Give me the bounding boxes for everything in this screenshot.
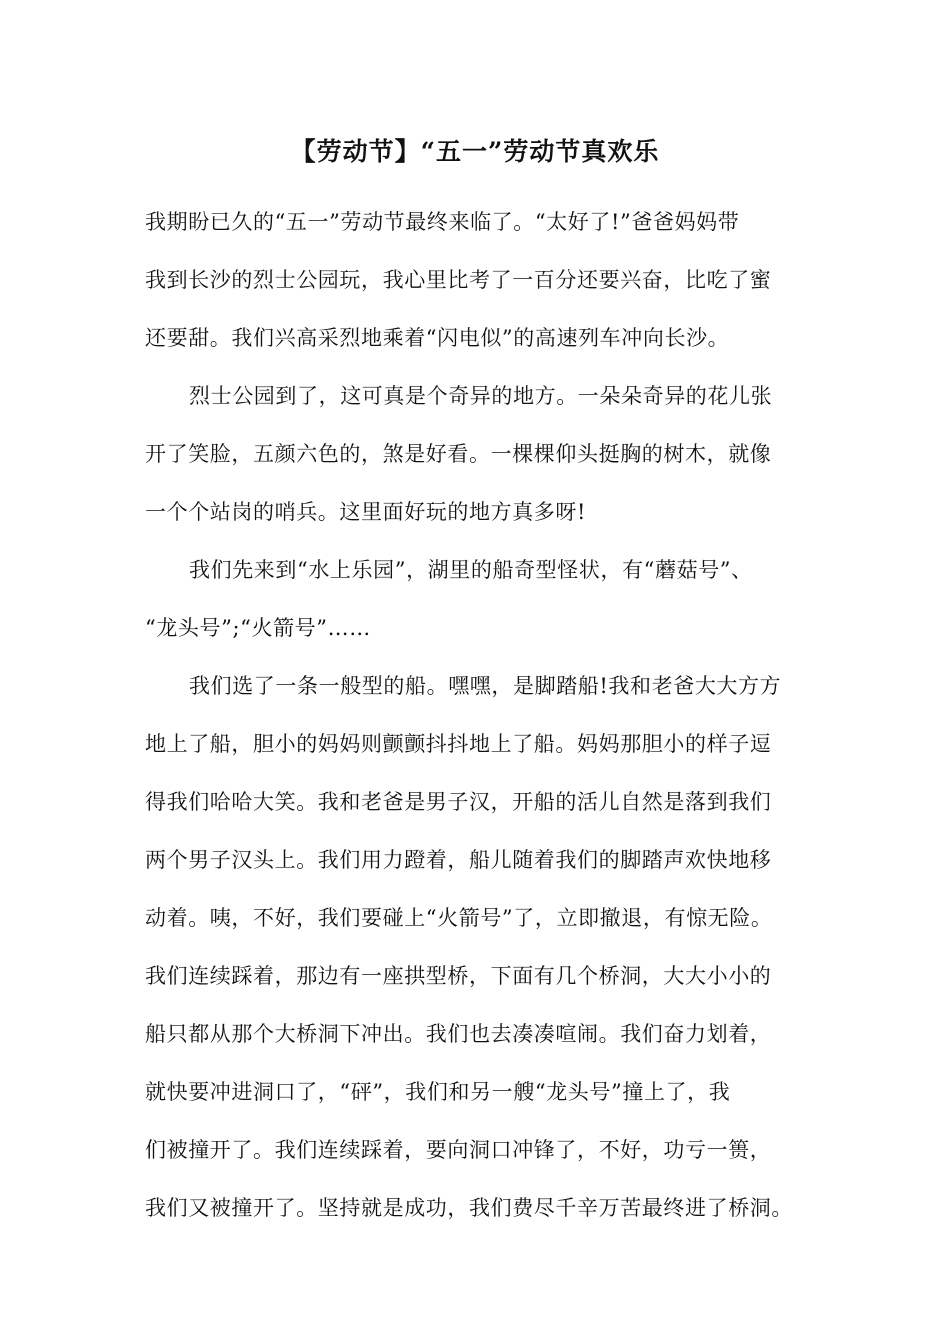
- text-line: “龙头号”;“火箭号”……: [145, 616, 371, 640]
- text-line: 还要甜。我们兴高采烈地乘着“闪电似”的高速列车冲向长沙。: [145, 326, 730, 350]
- text-line: 就快要冲进洞口了，“砰”，我们和另一艘“龙头号”撞上了，我: [145, 1080, 731, 1104]
- text-line: 一个个站岗的哨兵。这里面好玩的地方真多呀!: [145, 500, 587, 524]
- document-body: [145, 200, 835, 1244]
- text-line: 们被撞开了。我们连续踩着，要向洞口冲锋了，不好，功亏一篑，: [145, 1138, 772, 1162]
- text-line: 船只都从那个大桥洞下冲出。我们也去凑凑喧闹。我们奋力划着，: [145, 1022, 772, 1046]
- document-title: 【劳动节】“五一”劳动节真欢乐: [290, 137, 660, 166]
- paragraph-start-line: 我们先来到“水上乐园”，湖里的船奇型怪状，有“蘑菇号”、: [189, 558, 753, 582]
- text-line: 我们连续踩着，那边有一座拱型桥，下面有几个桥洞，大大小小的: [145, 964, 772, 988]
- text-line: 地上了船，胆小的妈妈则颤颤抖抖地上了船。妈妈那胆小的样子逗: [145, 732, 772, 756]
- text-line: 两个男子汉头上。我们用力蹬着，船儿随着我们的脚踏声欢快地移: [145, 848, 772, 872]
- text-line: 得我们哈哈大笑。我和老爸是男子汉，开船的活儿自然是落到我们: [145, 790, 772, 814]
- text-line: 我期盼已久的“五一”劳动节最终来临了。“太好了!”爸爸妈妈带: [145, 210, 740, 234]
- text-line: 我们又被撞开了。坚持就是成功，我们费尽千辛万苦最终进了桥洞。: [145, 1196, 793, 1220]
- text-line: 我到长沙的烈士公园玩，我心里比考了一百分还要兴奋，比吃了蜜: [145, 268, 772, 292]
- paragraph-start-line: 我们选了一条一般型的船。嘿嘿，是脚踏船!我和老爸大大方方: [189, 674, 782, 698]
- text-line: 动着。咦，不好，我们要碰上“火箭号”了，立即撤退，有惊无险。: [145, 906, 773, 930]
- text-line: 开了笑脸，五颜六色的，煞是好看。一棵棵仰头挺胸的树木，就像: [145, 442, 772, 466]
- paragraph-start-line: 烈士公园到了，这可真是个奇异的地方。一朵朵奇异的花儿张: [189, 384, 773, 408]
